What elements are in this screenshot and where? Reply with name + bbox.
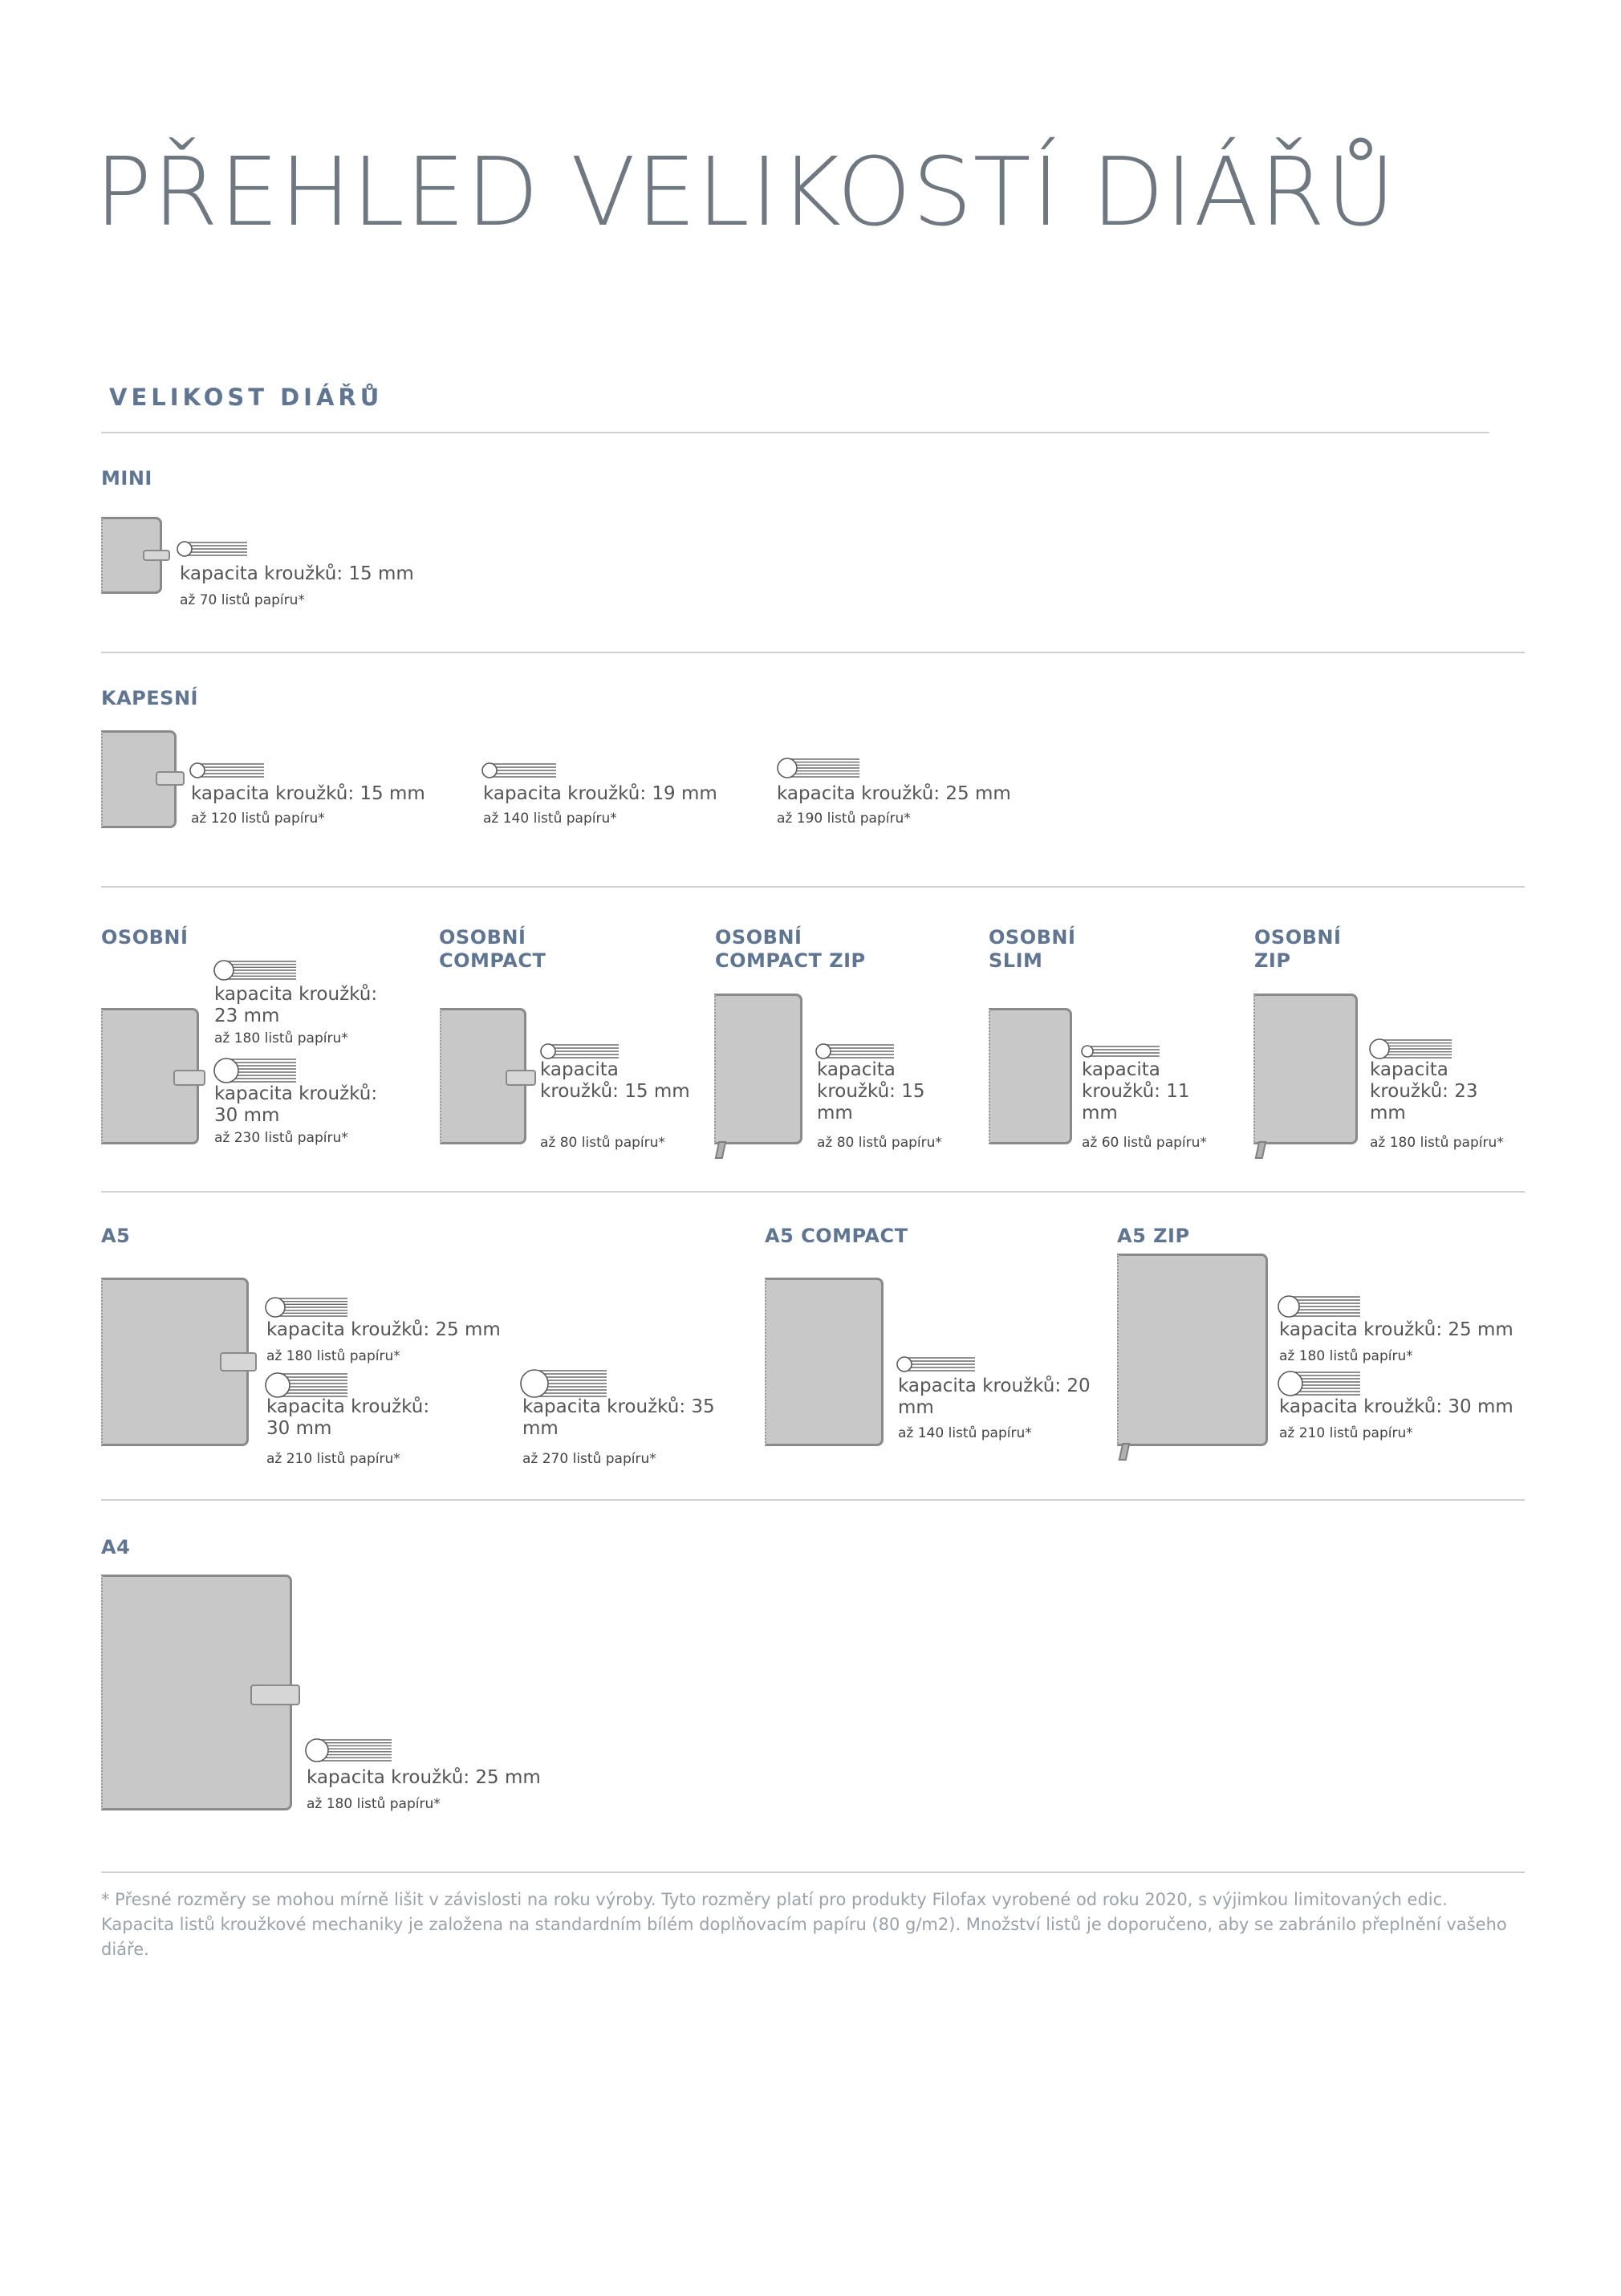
clasp-icon — [220, 1352, 257, 1372]
sheet-capacity-text: až 210 listů papíru* — [1279, 1425, 1413, 1441]
ring-mechanism-icon — [520, 1369, 608, 1398]
size-label-osobni-compact-line2: COMPACT — [439, 949, 546, 972]
ring-capacity-text: kapacita kroužků: 35 mm — [522, 1396, 715, 1439]
size-label-osobni-zip-line1: OSOBNÍ — [1254, 926, 1342, 949]
divider — [101, 432, 1489, 433]
ring-capacity-text: kapacita kroužků: 15 mm — [180, 563, 414, 584]
sheet-capacity-text: až 140 listů papíru* — [898, 1425, 1032, 1441]
sheet-capacity-text: až 180 listů papíru* — [266, 1348, 400, 1364]
ring-mechanism-icon — [265, 1297, 349, 1318]
size-label-osobni-compact-zip-line1: OSOBNÍ — [715, 926, 802, 949]
clasp-icon — [173, 1070, 205, 1086]
planner-a5-compact-icon — [765, 1278, 884, 1446]
ring-capacity-text: kapacita kroužků: 15 mm — [191, 783, 425, 804]
ring-mechanism-icon — [1278, 1295, 1362, 1318]
divider — [101, 886, 1525, 888]
sheet-capacity-text: až 230 listů papíru* — [214, 1130, 348, 1146]
ring-mechanism-icon — [777, 758, 861, 778]
footnote: * Přesné rozměry se mohou mírně lišit v závislosti na roku výroby. Tyto rozměry platí pro produkty Filofax vyrobené od roku 2020, s výjimkou limitovaných edic. Kapacita listů kroužkové mechaniky je založena na standardním bílém doplňovacím papíru (80 g/m2). Množství listů je doporučeno, aby se zabránilo přeplnění vašeho diáře. — [101, 1890, 1507, 1959]
ring-mechanism-icon — [189, 762, 266, 778]
planner-osobni-zip-icon — [1253, 994, 1358, 1144]
ring-capacity-text: kapacita kroužků: 20 mm — [898, 1376, 1091, 1418]
sheet-capacity-text: až 210 listů papíru* — [266, 1451, 400, 1467]
ring-mechanism-icon — [1278, 1371, 1362, 1396]
divider — [101, 1191, 1525, 1193]
ring-mechanism-icon — [896, 1356, 977, 1372]
ring-capacity-text: kapacita kroužků: 25 mm — [777, 783, 1011, 804]
sheet-capacity-text: až 140 listů papíru* — [483, 811, 617, 827]
planner-mini-icon — [101, 517, 162, 594]
ring-mechanism-icon — [1369, 1038, 1453, 1059]
ring-capacity-text: kapacita kroužků: 30 mm — [266, 1396, 430, 1439]
ring-capacity-text: kapacita kroužků: 23 mm — [1370, 1059, 1478, 1124]
sheet-capacity-text: až 80 listů papíru* — [817, 1135, 942, 1151]
ring-mechanism-icon — [481, 762, 558, 778]
clasp-icon — [156, 771, 185, 786]
sheet-capacity-text: až 120 listů papíru* — [191, 811, 325, 827]
ring-mechanism-icon — [265, 1372, 349, 1398]
planner-osobni-compact-zip-icon — [714, 994, 802, 1144]
planner-a5-icon — [101, 1278, 249, 1446]
planner-osobni-icon — [101, 1008, 199, 1144]
ring-capacity-text: kapacita kroužků: 15 mm — [540, 1059, 690, 1102]
size-label-osobni: OSOBNÍ — [101, 926, 189, 949]
ring-capacity-text: kapacita kroužků: 30 mm — [1279, 1396, 1513, 1417]
ring-capacity-text: kapacita kroužků: 11 mm — [1082, 1059, 1190, 1124]
ring-capacity-text: kapacita kroužků: 25 mm — [1279, 1319, 1513, 1340]
size-label-a5: A5 — [101, 1225, 131, 1247]
planner-a5-zip-icon — [1117, 1254, 1268, 1446]
ring-capacity-text: kapacita kroužků: 25 mm — [307, 1767, 541, 1788]
size-label-kapesni: KAPESNÍ — [101, 687, 198, 709]
sheet-capacity-text: až 180 listů papíru* — [1279, 1348, 1413, 1364]
sheet-capacity-text: až 270 listů papíru* — [522, 1451, 656, 1467]
ring-capacity-text: kapacita kroužků: 30 mm — [214, 1083, 378, 1126]
ring-capacity-text: kapacita kroužků: 19 mm — [483, 783, 717, 804]
ring-mechanism-icon — [1081, 1045, 1161, 1058]
ring-mechanism-icon — [177, 541, 249, 557]
ring-mechanism-icon — [213, 960, 298, 981]
ring-mechanism-icon — [213, 1058, 298, 1083]
clasp-icon — [506, 1070, 536, 1086]
divider — [101, 1871, 1525, 1873]
sheet-capacity-text: až 70 listů papíru* — [180, 592, 305, 608]
ring-mechanism-icon — [540, 1043, 620, 1059]
sheet-capacity-text: až 180 listů papíru* — [1370, 1135, 1504, 1151]
page-title: PŘEHLED VELIKOSTÍ DIÁŘŮ — [95, 136, 1396, 247]
sheet-capacity-text: až 180 listů papíru* — [307, 1796, 441, 1812]
planner-kapesni-icon — [101, 730, 177, 828]
divider — [101, 1499, 1525, 1501]
ring-mechanism-icon — [815, 1043, 896, 1059]
size-label-a5-zip: A5 ZIP — [1117, 1225, 1190, 1247]
ring-capacity-text: kapacita kroužků: 25 mm — [266, 1319, 501, 1340]
sheet-capacity-text: až 80 listů papíru* — [540, 1135, 665, 1151]
ring-capacity-text: kapacita kroužků: 23 mm — [214, 984, 378, 1026]
section-heading: VELIKOST DIÁŘŮ — [109, 384, 384, 411]
divider — [101, 652, 1525, 653]
size-label-osobni-compact-line1: OSOBNÍ — [439, 926, 526, 949]
clasp-icon — [143, 550, 170, 561]
size-label-osobni-slim-line1: OSOBNÍ — [989, 926, 1076, 949]
planner-osobni-slim-icon — [989, 1008, 1072, 1144]
sheet-capacity-text: až 60 listů papíru* — [1082, 1135, 1207, 1151]
ring-capacity-text: kapacita kroužků: 15 mm — [817, 1059, 925, 1124]
planner-a4-icon — [101, 1575, 292, 1810]
size-label-mini: MINI — [101, 467, 152, 490]
size-label-osobni-compact-zip-line2: COMPACT ZIP — [715, 949, 866, 972]
sheet-capacity-text: až 180 listů papíru* — [214, 1030, 348, 1046]
clasp-icon — [250, 1684, 300, 1705]
size-label-a5-compact: A5 COMPACT — [765, 1225, 908, 1247]
planner-osobni-compact-icon — [440, 1008, 526, 1144]
size-label-osobni-zip-line2: ZIP — [1254, 949, 1291, 972]
size-label-a4: A4 — [101, 1536, 131, 1558]
ring-mechanism-icon — [305, 1738, 393, 1762]
size-label-osobni-slim-line2: SLIM — [989, 949, 1043, 972]
sheet-capacity-text: až 190 listů papíru* — [777, 811, 911, 827]
